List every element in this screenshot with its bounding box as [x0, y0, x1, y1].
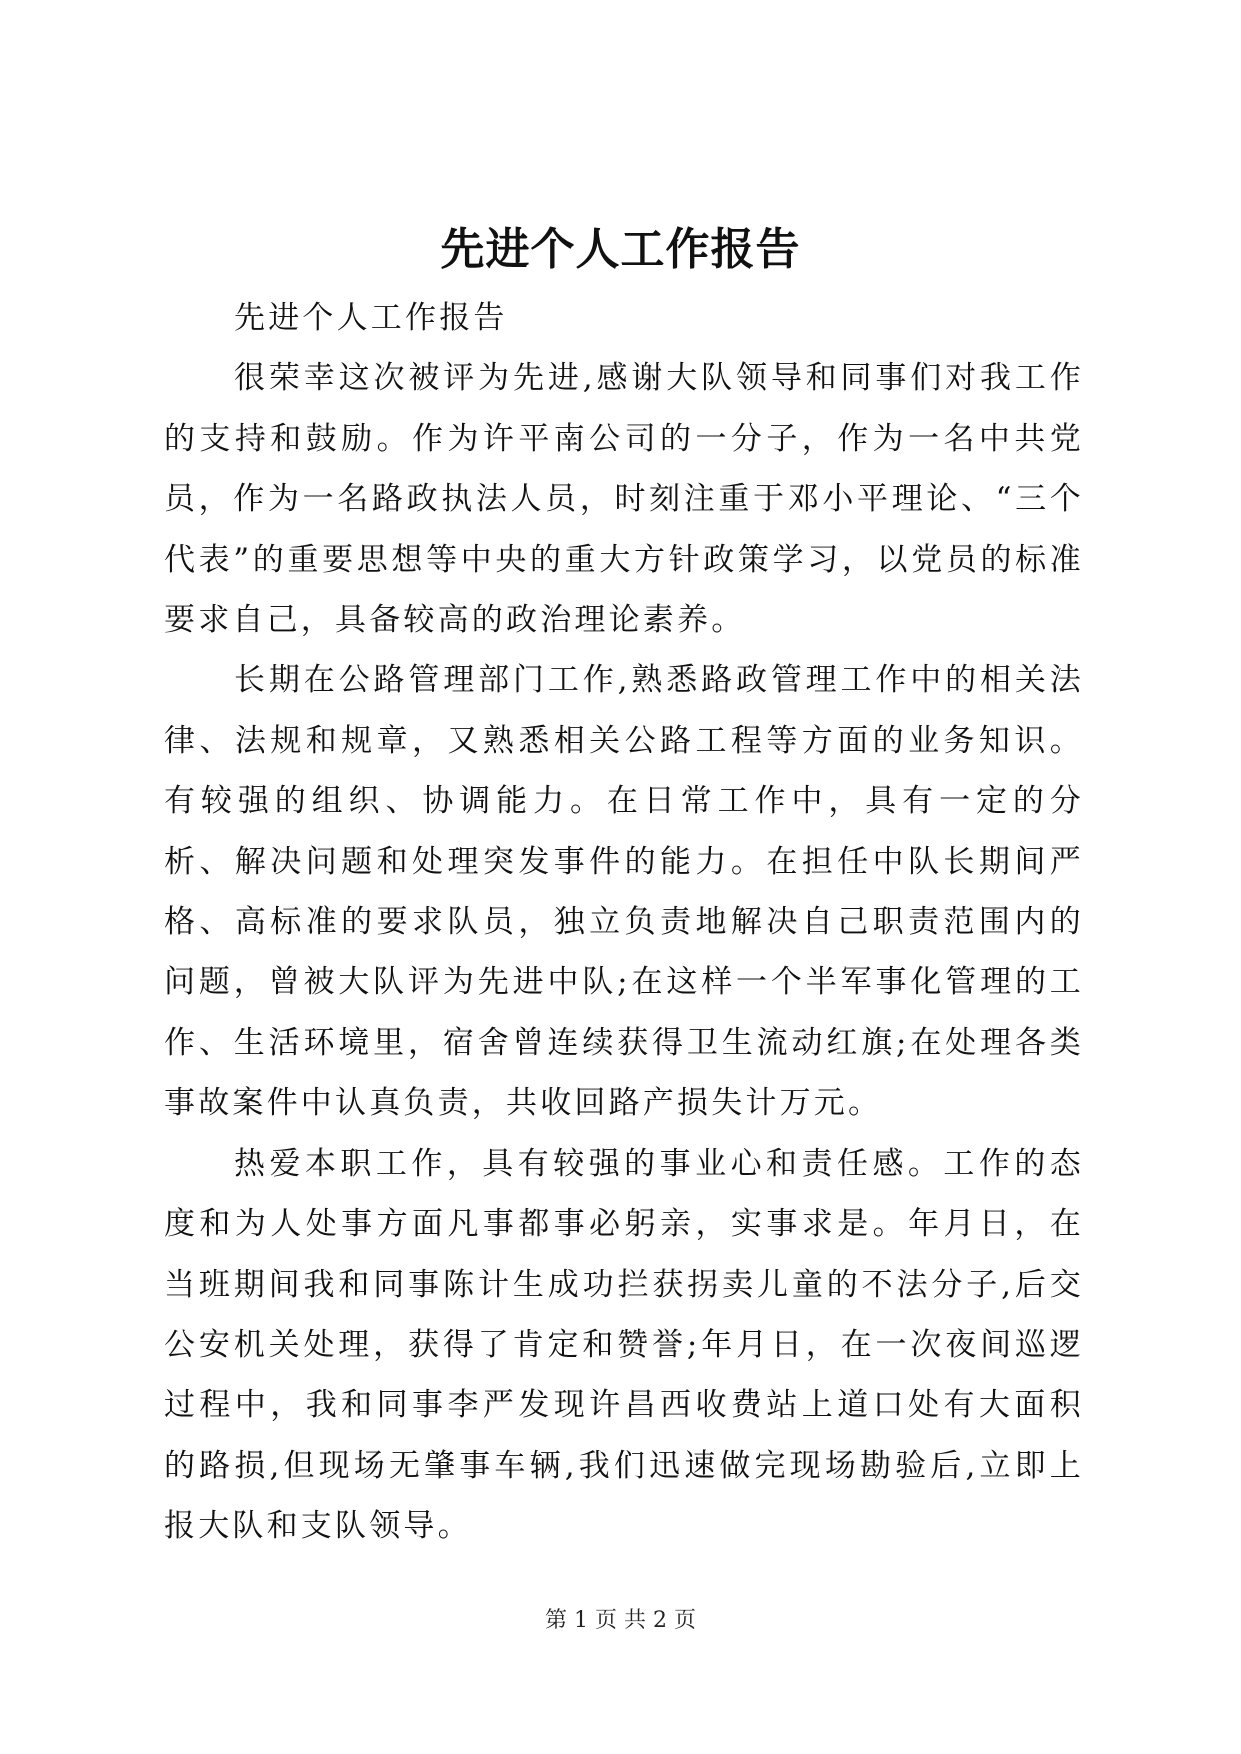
paragraph-subtitle: 先进个人工作报告 [234, 300, 508, 336]
page-number-footer: 第 1 页 共 2 页 [545, 1608, 696, 1633]
paragraph-intro: 很荣幸这次被评为先进,感谢大队领导和同事们对我工作的支持和鼓励。作为许平南公司的一分子，作为一名中共党员，作为一名路政执法人员，时刻注重于邓小平理论、“三个代表”的重要思想等中央的重大方针政策学习，以党员的标准要求自己，具备较高的政治理论素养。 [164, 360, 1084, 639]
paragraph-dedication: 热爱本职工作，具有较强的事业心和责任感。工作的态度和为人处事方面凡事都事必躬亲，实事求是。年月日，在当班期间我和同事陈计生成功拦获拐卖儿童的不法分子,后交公安机关处理，获得了肯定和赞誉;年月日，在一次夜间巡逻过程中，我和同事李严发现许昌西收费站上道口处有大面积的路损,但现场无肇事车辆,我们迅速做完现场勘验后,立即上报大队和支队领导。 [164, 1145, 1084, 1545]
paragraph-experience: 长期在公路管理部门工作,熟悉路政管理工作中的相关法律、法规和规章，又熟悉相关公路工程等方面的业务知识。有较强的组织、协调能力。在日常工作中，具有一定的分析、解决问题和处理突发事件的能力。在担任中队长期间严格、高标准的要求队员，独立负责地解决自己职责范围内的问题，曾被大队评为先进中队;在这样一个半军事化管理的工作、生活环境里，宿舍曾连续获得卫生流动红旗;在处理各类事故案件中认真负责，共收回路产损失计万元。 [164, 662, 1084, 1122]
document-body [164, 288, 1084, 1557]
document-title: 先进个人工作报告 [440, 224, 801, 275]
